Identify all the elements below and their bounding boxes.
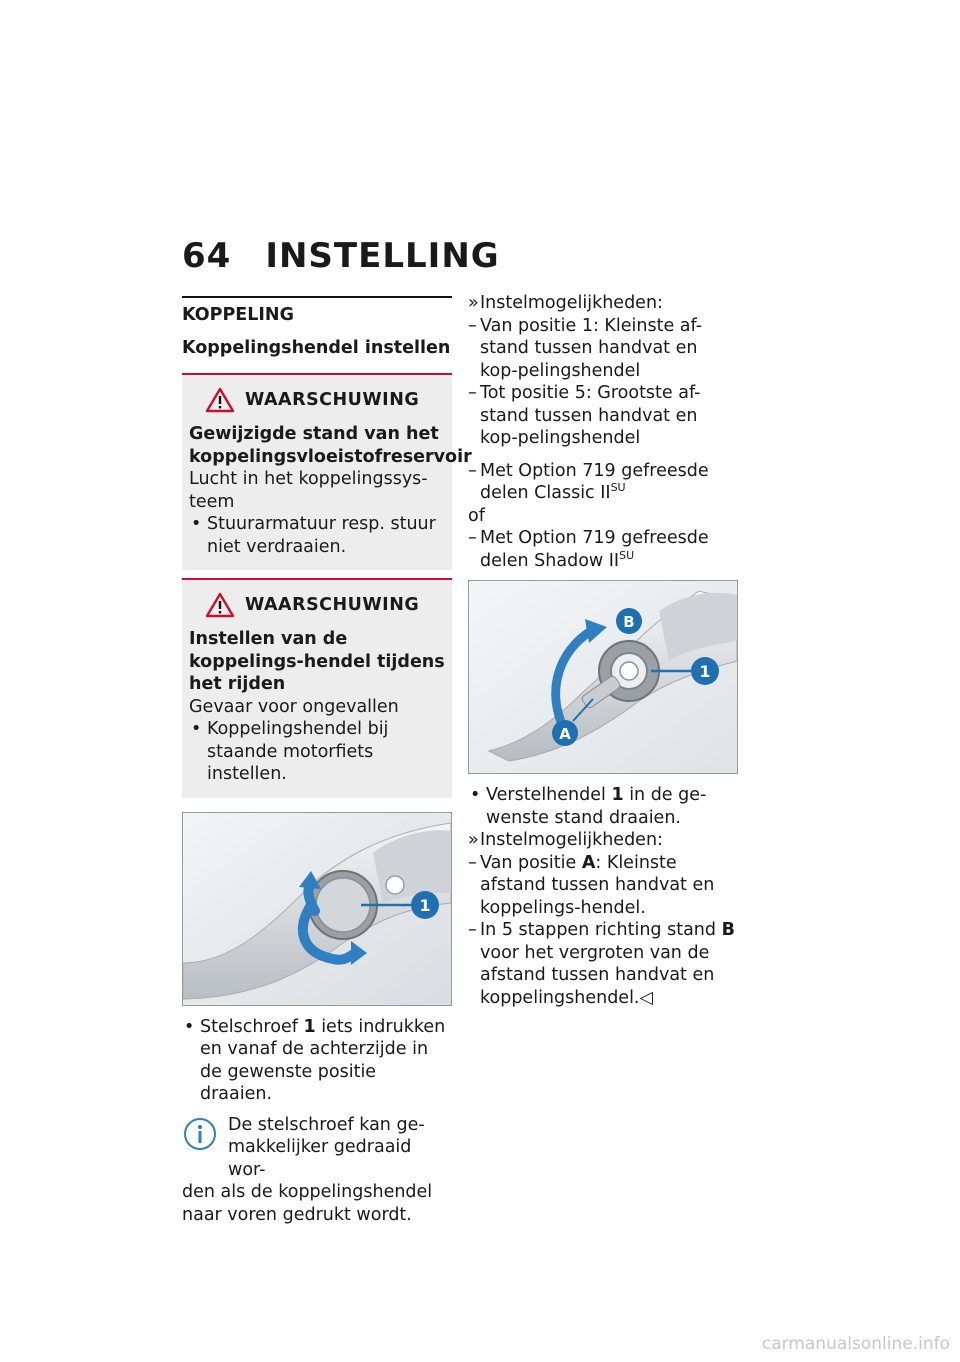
info-line-1: De stelschroef kan ge- [228, 1114, 425, 1135]
option-text: In 5 stappen richting stand [480, 920, 722, 940]
right-column [468, 292, 738, 1009]
info-text [182, 1114, 452, 1227]
warning-instruction: • Stuurarmatuur resp. stuur niet verdraaien. [189, 513, 446, 558]
options-heading: » Instelmogelijkheden: [468, 830, 663, 850]
page-number: 64 [182, 236, 232, 276]
chapter-title: INSTELLING [265, 236, 500, 276]
left-column [182, 296, 472, 1226]
equipment-option-b: – Met Option 719 gefreesde delen Shadow $II^{SU}$ [468, 528, 709, 571]
warning-title: Instellen van de koppelings-hendel tijdens het rijden [189, 629, 445, 694]
warning-triangle-icon [205, 387, 235, 413]
warning-instruction: • Koppelingshendel bij staande motorfiets instellen. [189, 718, 446, 786]
warning-label: WAARSCHUWING [245, 389, 420, 410]
callout-1: 1 [699, 662, 711, 681]
warning-box-1 [182, 373, 472, 570]
option-item: – In 5 stappen richting stand B voor het vergroten van de afstand tussen handvat en koppelingshendel.◁ [468, 920, 735, 1008]
step-callout-ref: 1 [611, 785, 624, 805]
warning-text: Gevaar voor ongevallen [189, 696, 399, 717]
info-line-rest: den als de koppelingshendel naar voren gedrukt wordt. [182, 1182, 433, 1225]
equipment-sup: SU [610, 481, 626, 495]
warning-label: WAARSCHUWING [245, 594, 420, 615]
subsection-title: Koppelingshendel instellen [182, 337, 451, 358]
or-text: of [468, 505, 485, 526]
equipment-text: Met Option 719 gefreesde delen Classic II [480, 460, 709, 503]
step-text: Verstelhendel [486, 785, 612, 805]
warning-header [189, 387, 446, 413]
option-text: Van positie 1: Kleinste af-stand tussen handvat en kop-pelingshendel [480, 315, 703, 381]
lever-illustration [469, 581, 737, 773]
clutch-lever-adjuster-photo [182, 812, 452, 1006]
warning-triangle-icon [205, 592, 235, 618]
option-text-rest: : Kleinste afstand tussen handvat en koppelings-hendel. [480, 852, 715, 918]
milled-lever-adjuster-photo [468, 580, 738, 774]
callout-b: B [623, 613, 635, 631]
option-item: – Tot positie 5: Grootste af-stand tussen handvat en kop-pelingshendel [468, 383, 701, 448]
end-of-section-mark: ◁ [639, 987, 653, 1008]
step-instruction [468, 784, 738, 829]
page-header [182, 236, 500, 276]
option-item: – Van positie A: Kleinste afstand tussen handvat en koppelings-hendel. [468, 852, 715, 918]
options-heading: » Instelmogelijkheden: [468, 293, 663, 313]
equipment-text: Met Option 719 gefreesde delen Shadow II [480, 528, 709, 571]
warning-text: Lucht in het koppelingssys-teem [189, 469, 428, 512]
options-heading-text: Instelmogelijkheden: [480, 293, 663, 313]
step-text-rest: iets indrukken en vanaf de achterzijde in de gewenste positie draaien. [200, 1016, 446, 1104]
option-text: Van positie [480, 852, 582, 873]
option-item: – Van positie 1: Kleinste af-stand tussen handvat en kop-pelingshendel [468, 315, 703, 381]
info-icon [182, 1116, 218, 1152]
option-text: Tot positie 5: Grootste af-stand tussen handvat en kop-pelingshendel [480, 383, 701, 448]
option-text-rest: voor het vergroten van de afstand tussen handvat en koppelingshendel. [480, 942, 715, 1008]
equipment-sup: SU [619, 548, 635, 562]
warning-title: Gewijzigde stand van het koppelingsvloeistofreservoir [189, 424, 472, 467]
options-heading-text: Instelmogelijkheden: [480, 830, 663, 850]
option-position-ref: B [721, 920, 735, 940]
callout-1: 1 [419, 895, 431, 915]
callout-a: A [559, 725, 571, 743]
option-position-ref: A [581, 852, 596, 873]
step-instruction [182, 1016, 452, 1106]
section-rule [182, 296, 452, 298]
section-title: KOPPELING [182, 305, 294, 325]
warning-header [189, 592, 446, 618]
step-callout-ref: 1 [303, 1016, 316, 1037]
step-text-rest: in de ge-wenste stand draaien. [486, 785, 707, 828]
equipment-option-a: – Met Option 719 gefreesde delen Classic $II^{SU}$ [468, 460, 709, 503]
warning-box-2 [182, 578, 452, 798]
watermark: carmanualsonline.info [761, 1334, 950, 1354]
info-note [182, 1114, 452, 1227]
info-line-2: makkelijker gedraaid wor- [228, 1137, 412, 1180]
lever-illustration [183, 813, 451, 1005]
step-text: Stelschroef [200, 1016, 304, 1037]
